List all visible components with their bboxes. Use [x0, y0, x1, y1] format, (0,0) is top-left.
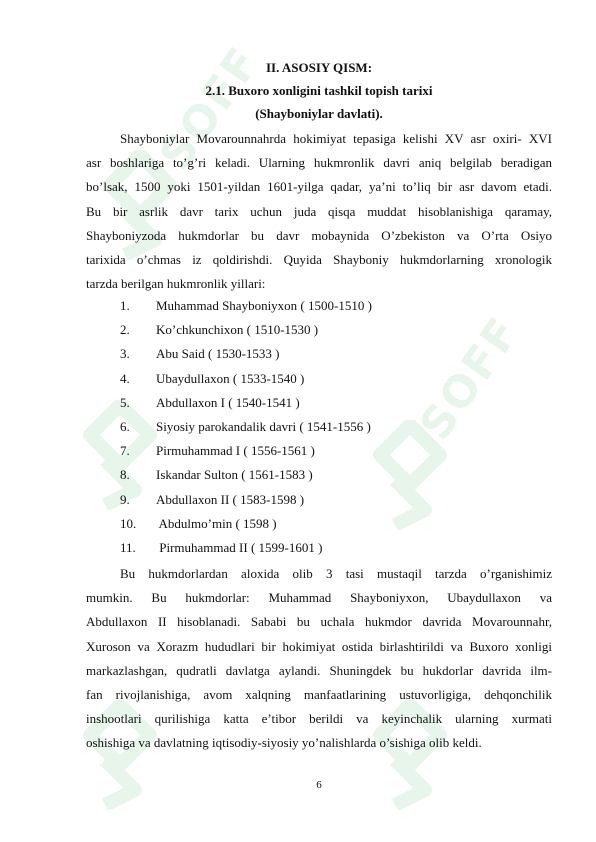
list-item: 5. Abdullaxon I ( 1540-1541 )	[120, 394, 300, 410]
page-number: 6	[316, 779, 322, 791]
paragraph-line: Bu hukmdorlardan aloxida olib 3 tasi mustaqil tarzda o’rganishimiz	[120, 566, 552, 581]
intro-paragraph	[86, 127, 552, 296]
list-item: 9. Abdullaxon II ( 1583-1598 )	[120, 491, 305, 507]
watermark-emblem-icon	[370, 420, 450, 530]
subsection-subtitle: (Shayboniylar davlati).	[255, 106, 383, 121]
list-item: 7. Pirmuhammad I ( 1556-1561 )	[120, 443, 315, 459]
paragraph-line: tarixida o’chmas iz qoldirishdi. Quyida Shayboniy hukmdorlarning xronologik	[86, 251, 552, 267]
paragraph-line: tarzda berilgan hukmronlik yillari:	[86, 276, 266, 292]
list-item: 10. Abdulmo’min ( 1598 )	[120, 515, 277, 531]
list-item: 11. Pirmuhammad II ( 1599-1601 )	[120, 539, 323, 555]
section-heading: II. ASOSIY QISM:	[265, 60, 373, 75]
paragraph-line: Shayboniyzoda hukmdorlar bu davr mobaynida O’zbekiston va O’rta Osiyo	[86, 227, 552, 243]
paragraph-line: Shayboniylar Movarounnahrda hokimiyat tepasiga kelishi XV asr oxiri- XVI	[120, 131, 552, 146]
paragraph-line: Bu bir asrlik davr tarix uchun juda qisqa muddat hisoblanishiga qaramay,	[86, 203, 552, 219]
paragraph-line: Xuroson va Xorazm hududlari bir hokimiyat ostida birlashtirildi va Buxoro xonligi	[86, 638, 552, 654]
paragraph-line: mumkin. Bu hukmdorlar: Muhammad Shayboniyxon, Ubaydullaxon va	[86, 590, 552, 606]
watermark-text: SOFF	[410, 307, 531, 450]
watermark-text: SOFF	[150, 37, 271, 180]
closing-paragraph	[86, 562, 552, 756]
paragraph-line: asr boshlariga to’g’ri keladi. Ularning hukmronlik davri aniq belgilab beradigan	[86, 155, 552, 171]
list-item: 6. Siyosiy parokandalik davri ( 1541-1556 )	[120, 418, 371, 434]
list-item: 2. Ko’chkunchixon ( 1510-1530 )	[120, 322, 319, 338]
list-item: 3. Abu Said ( 1530-1533 )	[120, 346, 280, 362]
list-item: 1. Muhammad Shayboniyxon ( 1500-1510 )	[120, 298, 372, 313]
paragraph-line: Abdullaxon II hisoblanadi. Sababi bu uchala hukmdor davrida Movarounnahr,	[86, 614, 552, 630]
rulers-list	[120, 294, 372, 560]
watermark-logo-middle	[410, 307, 547, 471]
list-item: 8. Iskandar Sulton ( 1561-1583 )	[120, 467, 313, 483]
paragraph-line: fan rivojlanishiga, avom xalqning manfaatlarining ustuvorligiga, dehqonchilik	[86, 686, 552, 702]
subsection-heading: 2.1. Buxoro xonligini tashkil topish tarixi	[205, 83, 433, 98]
paragraph-line: inshootlari qurilishiga katta e’tibor berildi va keyinchalik ularning xurmati	[86, 711, 552, 727]
paragraph-line: oshishiga va davlatning iqtisodiy-siyosiy yo’nalishlarda o’sishiga olib keldi.	[86, 735, 482, 751]
paragraph-line: bo’lsak, 1500 yoki 1501-yildan 1601-yilga qadar, ya’ni to’liq bir asr davom etadi.	[86, 179, 552, 195]
paragraph-line: markazlashgan, qudratli davlatga aylandi. Shuningdek bu hukdorlar davrida ilm-	[86, 662, 552, 678]
list-item: 4. Ubaydullaxon ( 1533-1540 )	[120, 370, 305, 386]
